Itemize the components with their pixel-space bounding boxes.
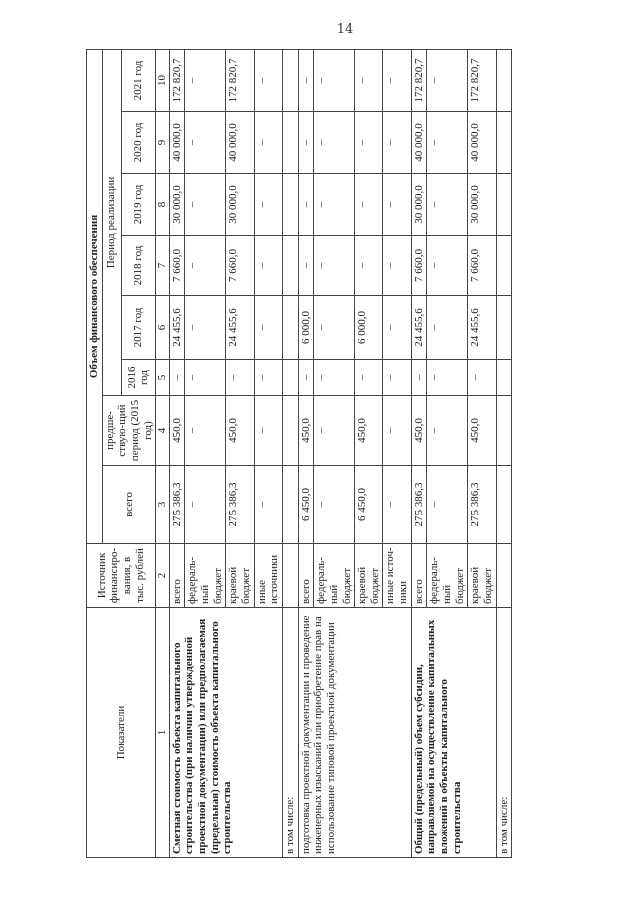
header-total: всего bbox=[102, 466, 156, 544]
value-cell: – bbox=[314, 466, 355, 544]
source-cell: всего bbox=[169, 544, 185, 608]
value-cell: 275 386,3 bbox=[169, 466, 185, 544]
page-number: 14 bbox=[336, 22, 354, 37]
value-cell: 30 000,0 bbox=[468, 174, 496, 236]
value-cell bbox=[282, 174, 298, 236]
source-cell: краевой бюджет bbox=[468, 544, 496, 608]
value-cell: – bbox=[314, 396, 355, 466]
value-cell: 275 386,3 bbox=[411, 466, 427, 544]
col-index: 7 bbox=[156, 236, 170, 296]
header-source: Источник финансиро-вания, в тыс. рублей bbox=[87, 544, 156, 608]
col-index: 1 bbox=[156, 608, 170, 858]
value-cell bbox=[496, 296, 512, 360]
value-cell: – bbox=[185, 236, 226, 296]
value-cell bbox=[282, 296, 298, 360]
value-cell: 6 000,0 bbox=[298, 296, 314, 360]
table-row bbox=[169, 49, 185, 857]
financing-table bbox=[86, 49, 512, 858]
value-cell: 24 455,6 bbox=[169, 296, 185, 360]
value-cell: 172 820,7 bbox=[468, 49, 496, 111]
value-cell bbox=[282, 112, 298, 174]
source-cell: федераль-ный бюджет bbox=[427, 544, 468, 608]
value-cell: 40 000,0 bbox=[169, 112, 185, 174]
value-cell: – bbox=[298, 236, 314, 296]
value-cell bbox=[282, 396, 298, 466]
value-cell: – bbox=[383, 296, 411, 360]
value-cell: 40 000,0 bbox=[468, 112, 496, 174]
value-cell: – bbox=[355, 49, 383, 111]
source-cell: федераль-ный бюджет bbox=[185, 544, 226, 608]
value-cell: – bbox=[254, 174, 282, 236]
source-cell: иные источники bbox=[254, 544, 282, 608]
value-cell: – bbox=[383, 49, 411, 111]
value-cell: – bbox=[427, 360, 468, 396]
header-row-1 bbox=[87, 49, 103, 857]
value-cell: – bbox=[314, 360, 355, 396]
value-cell: – bbox=[355, 112, 383, 174]
header-indicators: Показатели bbox=[87, 608, 156, 858]
indicator-label: Общий (предельный) объем субсидии, направляемой на осуществление капитальных вложений в объекты капитального строительства bbox=[411, 608, 496, 858]
value-cell: – bbox=[314, 49, 355, 111]
table-row bbox=[298, 49, 314, 857]
source-cell: краевой бюджет bbox=[226, 544, 254, 608]
table-row bbox=[496, 49, 512, 857]
header-year: 2016 год bbox=[121, 360, 156, 396]
value-cell: – bbox=[185, 466, 226, 544]
value-cell: – bbox=[185, 296, 226, 360]
value-cell: 275 386,3 bbox=[226, 466, 254, 544]
value-cell: – bbox=[383, 174, 411, 236]
source-cell: всего bbox=[411, 544, 427, 608]
header-previous-period: предше-ствую-щий период (2015 год) bbox=[102, 396, 156, 466]
col-index: 9 bbox=[156, 112, 170, 174]
value-cell: – bbox=[185, 112, 226, 174]
value-cell: – bbox=[427, 236, 468, 296]
value-cell: 7 660,0 bbox=[411, 236, 427, 296]
value-cell: – bbox=[355, 360, 383, 396]
value-cell: – bbox=[355, 236, 383, 296]
header-year: 2017 год bbox=[121, 296, 156, 360]
col-index: 5 bbox=[156, 360, 170, 396]
value-cell: 40 000,0 bbox=[226, 112, 254, 174]
indicator-label: Сметная стоимость объекта капитального строительства (при наличии утвержденной проектной документации) или предполагаемая (предельная) стоимость объекта капитального строительства bbox=[169, 608, 282, 858]
value-cell bbox=[496, 49, 512, 111]
value-cell: – bbox=[185, 49, 226, 111]
value-cell: – bbox=[383, 360, 411, 396]
value-cell: 172 820,7 bbox=[411, 49, 427, 111]
value-cell: 450,0 bbox=[355, 396, 383, 466]
value-cell: – bbox=[383, 236, 411, 296]
source-cell: федераль-ный бюджет bbox=[314, 544, 355, 608]
value-cell: – bbox=[298, 174, 314, 236]
value-cell bbox=[282, 236, 298, 296]
col-index: 6 bbox=[156, 296, 170, 360]
value-cell: 30 000,0 bbox=[169, 174, 185, 236]
value-cell: 24 455,6 bbox=[468, 296, 496, 360]
value-cell: – bbox=[314, 174, 355, 236]
value-cell: 7 660,0 bbox=[169, 236, 185, 296]
table-body bbox=[169, 49, 511, 857]
col-index: 2 bbox=[156, 544, 170, 608]
value-cell: – bbox=[427, 396, 468, 466]
value-cell: – bbox=[355, 174, 383, 236]
value-cell: – bbox=[314, 236, 355, 296]
value-cell: – bbox=[254, 236, 282, 296]
source-cell: иные источ-ники bbox=[383, 544, 411, 608]
value-cell bbox=[282, 466, 298, 544]
header-year: 2018 год bbox=[121, 236, 156, 296]
value-cell: 450,0 bbox=[411, 396, 427, 466]
value-cell bbox=[496, 396, 512, 466]
value-cell: 172 820,7 bbox=[226, 49, 254, 111]
value-cell: – bbox=[185, 396, 226, 466]
col-index: 10 bbox=[156, 49, 170, 111]
source-cell bbox=[282, 544, 298, 608]
value-cell: – bbox=[427, 49, 468, 111]
value-cell: 40 000,0 bbox=[411, 112, 427, 174]
value-cell: – bbox=[298, 112, 314, 174]
value-cell bbox=[496, 360, 512, 396]
indicator-label: в том числе: bbox=[282, 608, 298, 858]
value-cell: 30 000,0 bbox=[226, 174, 254, 236]
header-period: Период реализации bbox=[102, 49, 121, 395]
value-cell bbox=[282, 49, 298, 111]
value-cell: – bbox=[468, 360, 496, 396]
value-cell: – bbox=[254, 396, 282, 466]
value-cell: – bbox=[427, 466, 468, 544]
column-index-row bbox=[156, 49, 170, 857]
value-cell: 450,0 bbox=[468, 396, 496, 466]
indicator-label: в том числе: bbox=[496, 608, 512, 858]
value-cell: – bbox=[427, 174, 468, 236]
value-cell: 6 450,0 bbox=[298, 466, 314, 544]
value-cell bbox=[496, 236, 512, 296]
value-cell: – bbox=[254, 49, 282, 111]
value-cell: 7 660,0 bbox=[226, 236, 254, 296]
col-index: 4 bbox=[156, 396, 170, 466]
value-cell: – bbox=[185, 174, 226, 236]
header-year: 2019 год bbox=[121, 174, 156, 236]
value-cell: – bbox=[383, 396, 411, 466]
value-cell: 450,0 bbox=[226, 396, 254, 466]
value-cell bbox=[496, 112, 512, 174]
source-cell: краевой бюджет bbox=[355, 544, 383, 608]
value-cell bbox=[496, 466, 512, 544]
value-cell: – bbox=[314, 112, 355, 174]
value-cell: – bbox=[383, 112, 411, 174]
col-index: 3 bbox=[156, 466, 170, 544]
value-cell: – bbox=[254, 360, 282, 396]
value-cell: 7 660,0 bbox=[468, 236, 496, 296]
value-cell: – bbox=[411, 360, 427, 396]
value-cell: – bbox=[427, 112, 468, 174]
value-cell: 24 455,6 bbox=[226, 296, 254, 360]
value-cell: 450,0 bbox=[298, 396, 314, 466]
value-cell: – bbox=[298, 360, 314, 396]
value-cell: – bbox=[254, 112, 282, 174]
source-cell bbox=[496, 544, 512, 608]
value-cell: – bbox=[254, 466, 282, 544]
value-cell: – bbox=[298, 49, 314, 111]
value-cell: – bbox=[254, 296, 282, 360]
value-cell: 24 455,6 bbox=[411, 296, 427, 360]
value-cell: – bbox=[427, 296, 468, 360]
rotated-table-container bbox=[86, 50, 562, 858]
source-cell: всего bbox=[298, 544, 314, 608]
value-cell: 172 820,7 bbox=[169, 49, 185, 111]
value-cell: – bbox=[314, 296, 355, 360]
value-cell: 6 450,0 bbox=[355, 466, 383, 544]
value-cell: – bbox=[226, 360, 254, 396]
value-cell: – bbox=[169, 360, 185, 396]
value-cell: 30 000,0 bbox=[411, 174, 427, 236]
header-volume: Объем финансового обеспечения bbox=[87, 49, 103, 543]
value-cell bbox=[282, 360, 298, 396]
col-index: 8 bbox=[156, 174, 170, 236]
table-row bbox=[282, 49, 298, 857]
value-cell: 450,0 bbox=[169, 396, 185, 466]
value-cell bbox=[496, 174, 512, 236]
value-cell: 275 386,3 bbox=[468, 466, 496, 544]
value-cell: – bbox=[185, 360, 226, 396]
value-cell: – bbox=[383, 466, 411, 544]
indicator-label: подготовка проектной документации и проведение инженерных изысканий или приобретение прав на использование типовой проектной документации bbox=[298, 608, 411, 858]
table-row bbox=[411, 49, 427, 857]
header-year: 2020 год bbox=[121, 112, 156, 174]
header-year: 2021 год bbox=[121, 49, 156, 111]
value-cell: 6 000,0 bbox=[355, 296, 383, 360]
